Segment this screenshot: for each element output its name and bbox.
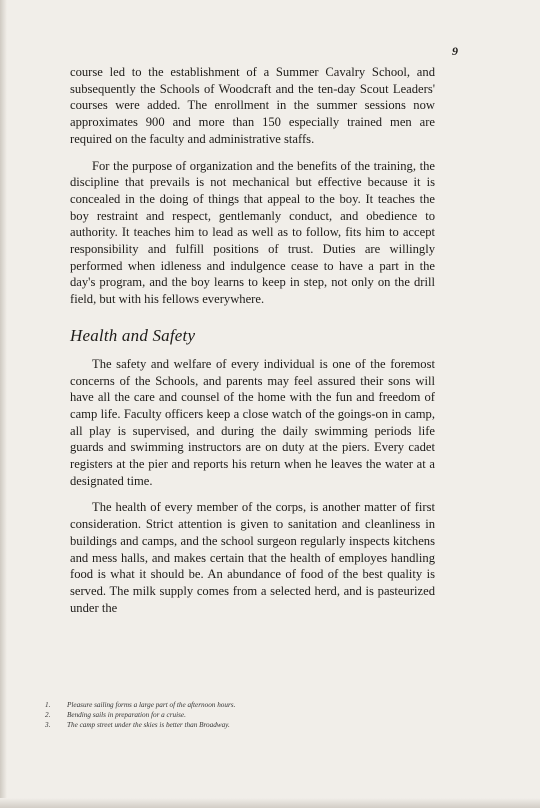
caption-text: Bending sails in preparation for a cruise. (67, 711, 186, 719)
caption-item (45, 720, 405, 730)
caption-item (45, 710, 405, 720)
paragraph-discipline: For the purpose of organization and the benefits of the training, the discipline that prevails is not mechanical but effective because it is concealed in the doing of things that appeal to the boy. It teaches the boy restraint and respect, gentlemanly conduct, and obedience to authority. It teaches him to lead as well as to follow, fits him to accept responsibility and fulfill positions of trust. Duties are willingly performed when idleness and indulgence cease to have a part in the day's program, and the boy learns to keep in step, not only on the drill field, but with his fellows everywhere. (70, 158, 435, 307)
caption-text: The camp street under the skies is better than Broadway. (67, 721, 230, 729)
caption-marker: 3. (45, 721, 51, 729)
section-heading: Health and Safety (70, 325, 196, 345)
caption-item (45, 700, 405, 710)
caption-marker: 1. (45, 701, 51, 709)
bottom-edge-shadow (0, 798, 540, 808)
paragraph-continued: course led to the establishment of a Summer Cavalry School, and subsequently the Schools of Woodcraft and the ten-day Scout Leaders' courses were added. The enrollment in the summer sessions now approximates 900 and more than 150 especially trained men are required on the faculty and administrative staffs. (70, 65, 435, 146)
paragraph-safety: The safety and welfare of every individual is one of the foremost concerns of the Schools, and parents may feel assured their sons will have all the care and counsel of the home with the fun and freedom of camp life. Faculty officers keep a close watch of the goings-on in camp, all play is supervised, and during the daily swimming periods life guards and swimming instructors are on duty at the piers. Every cadet registers at the pier and reports his return when he leaves the water at a designated time. (70, 356, 435, 488)
caption-text: Pleasure sailing forms a large part of the afternoon hours. (67, 701, 236, 709)
caption-marker: 2. (45, 711, 51, 719)
photo-captions (45, 700, 405, 730)
binding-shadow (0, 0, 7, 808)
paragraph-health: The health of every member of the corps, is another matter of first consideration. Strict attention is given to sanitation and cleanliness in buildings and camps, and the school surgeon regularly inspects kitchens and mess halls, and makes certain that the health of employes handling food is what it should be. An abundance of food of the best quality is served. The milk supply comes from a selected herd, and is pasteurized under the (70, 500, 435, 615)
body-text (70, 64, 435, 626)
page-number: 9 (452, 44, 458, 58)
